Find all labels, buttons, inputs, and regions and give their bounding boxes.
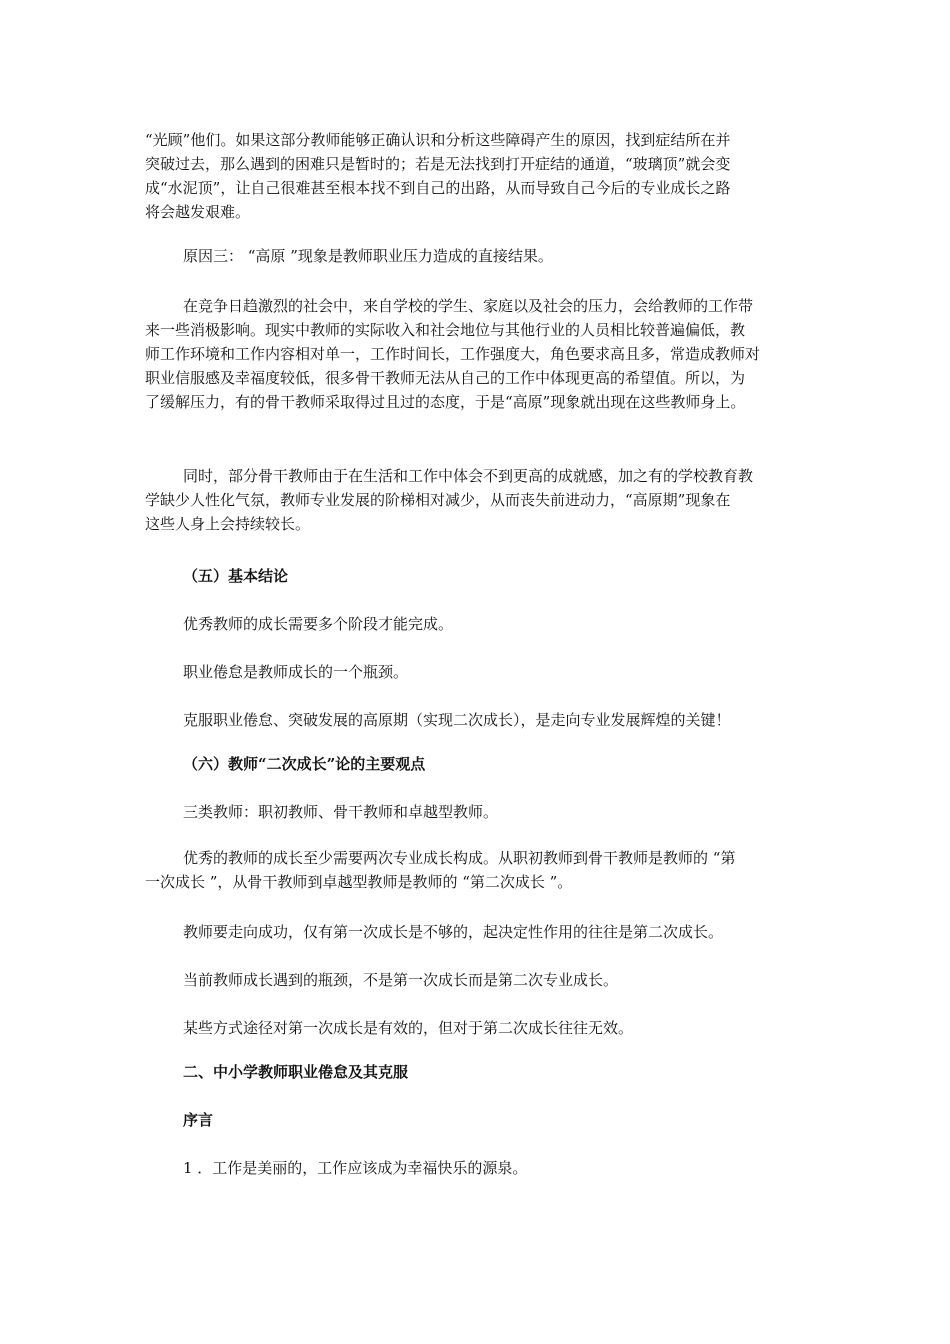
text-line: 成“水泥顶”，让自己很难甚至根本找不到自己的出路，从而导致自己今后的专业成长之路 xyxy=(145,179,731,197)
view-item: 教师要走向成功，仅有第一次成长是不够的，起决定性作用的往往是第二次成长。 xyxy=(183,923,724,941)
heading-main-views: （六）教师“二次成长”论的主要观点 xyxy=(183,755,426,773)
heading-basic-conclusion: （五）基本结论 xyxy=(183,567,289,585)
heading-part-two: 二、中小学教师职业倦怠及其克服 xyxy=(183,1063,409,1081)
text-line: 师工作环境和工作内容相对单一，工作时间长，工作强度大，角色要求高且多，常造成教师对 xyxy=(145,345,761,363)
view-item: 当前教师成长遇到的瓶颈，不是第一次成长而是第二次专业成长。 xyxy=(183,971,619,989)
text-line: “光顾”他们。如果这部分教师能够正确认识和分析这些障碍产生的原因，找到症结所在并 xyxy=(145,131,731,149)
text-line: 来一些消极影响。现实中教师的实际收入和社会地位与其他行业的人员相比较普遍偏低，教 xyxy=(145,321,746,339)
text-line: 了缓解压力，有的骨干教师采取得过且过的态度，于是“高原”现象就出现在这些教师身上。 xyxy=(145,393,746,411)
text-line: 突破过去，那么遇到的困难只是暂时的；若是无法找到打开症结的通道，“玻璃顶”就会变 xyxy=(145,155,731,173)
paragraph-pressure xyxy=(145,294,825,414)
text-line: 优秀的教师的成长至少需要两次专业成长构成。从职初教师到骨干教师是教师的 “第 xyxy=(183,849,736,867)
numbered-item: 1 ．工作是美丽的，工作应该成为幸福快乐的源泉。 xyxy=(183,1159,528,1177)
text-line: 将会越发艰难。 xyxy=(145,203,251,221)
text-line: 这些人身上会持续较长。 xyxy=(145,515,311,533)
heading-preface: 序言 xyxy=(183,1111,214,1129)
conclusion-item: 优秀教师的成长需要多个阶段才能完成。 xyxy=(183,615,454,633)
text-line: 同时，部分骨干教师由于在生活和工作中体会不到更高的成就感，加之有的学校教育教 xyxy=(183,467,754,485)
text-line: 学缺少人性化气氛，教师专业发展的阶梯相对减少，从而丧失前进动力，“高原期”现象在 xyxy=(145,491,731,509)
text-line: 在竞争日趋激烈的社会中，来自学校的学生、家庭以及社会的压力，会给教师的工作带 xyxy=(183,297,754,315)
conclusion-item: 职业倦怠是教师成长的一个瓶颈。 xyxy=(183,663,409,681)
text-line: 职业信服感及幸福度较低，很多骨干教师无法从自己的工作中体现更高的希望值。所以，为 xyxy=(145,369,746,387)
paragraph-achievement xyxy=(145,464,825,536)
conclusion-item: 克服职业倦怠、突破发展的高原期（实现二次成长），是走向专业发展辉煌的关键！ xyxy=(183,711,731,729)
text-line: 一次成长 ”，从骨干教师到卓越型教师是教师的 “第二次成长 ”。 xyxy=(145,873,573,891)
paragraph-continuation xyxy=(145,128,825,224)
view-item: 某些方式途径对第一次成长是有效的，但对于第二次成长往往无效。 xyxy=(183,1019,634,1037)
view-item xyxy=(145,846,825,894)
paragraph-reason-three: 原因三： “高原 ”现象是教师职业压力造成的直接结果。 xyxy=(183,247,553,265)
view-item: 三类教师：职初教师、骨干教师和卓越型教师。 xyxy=(183,803,499,821)
